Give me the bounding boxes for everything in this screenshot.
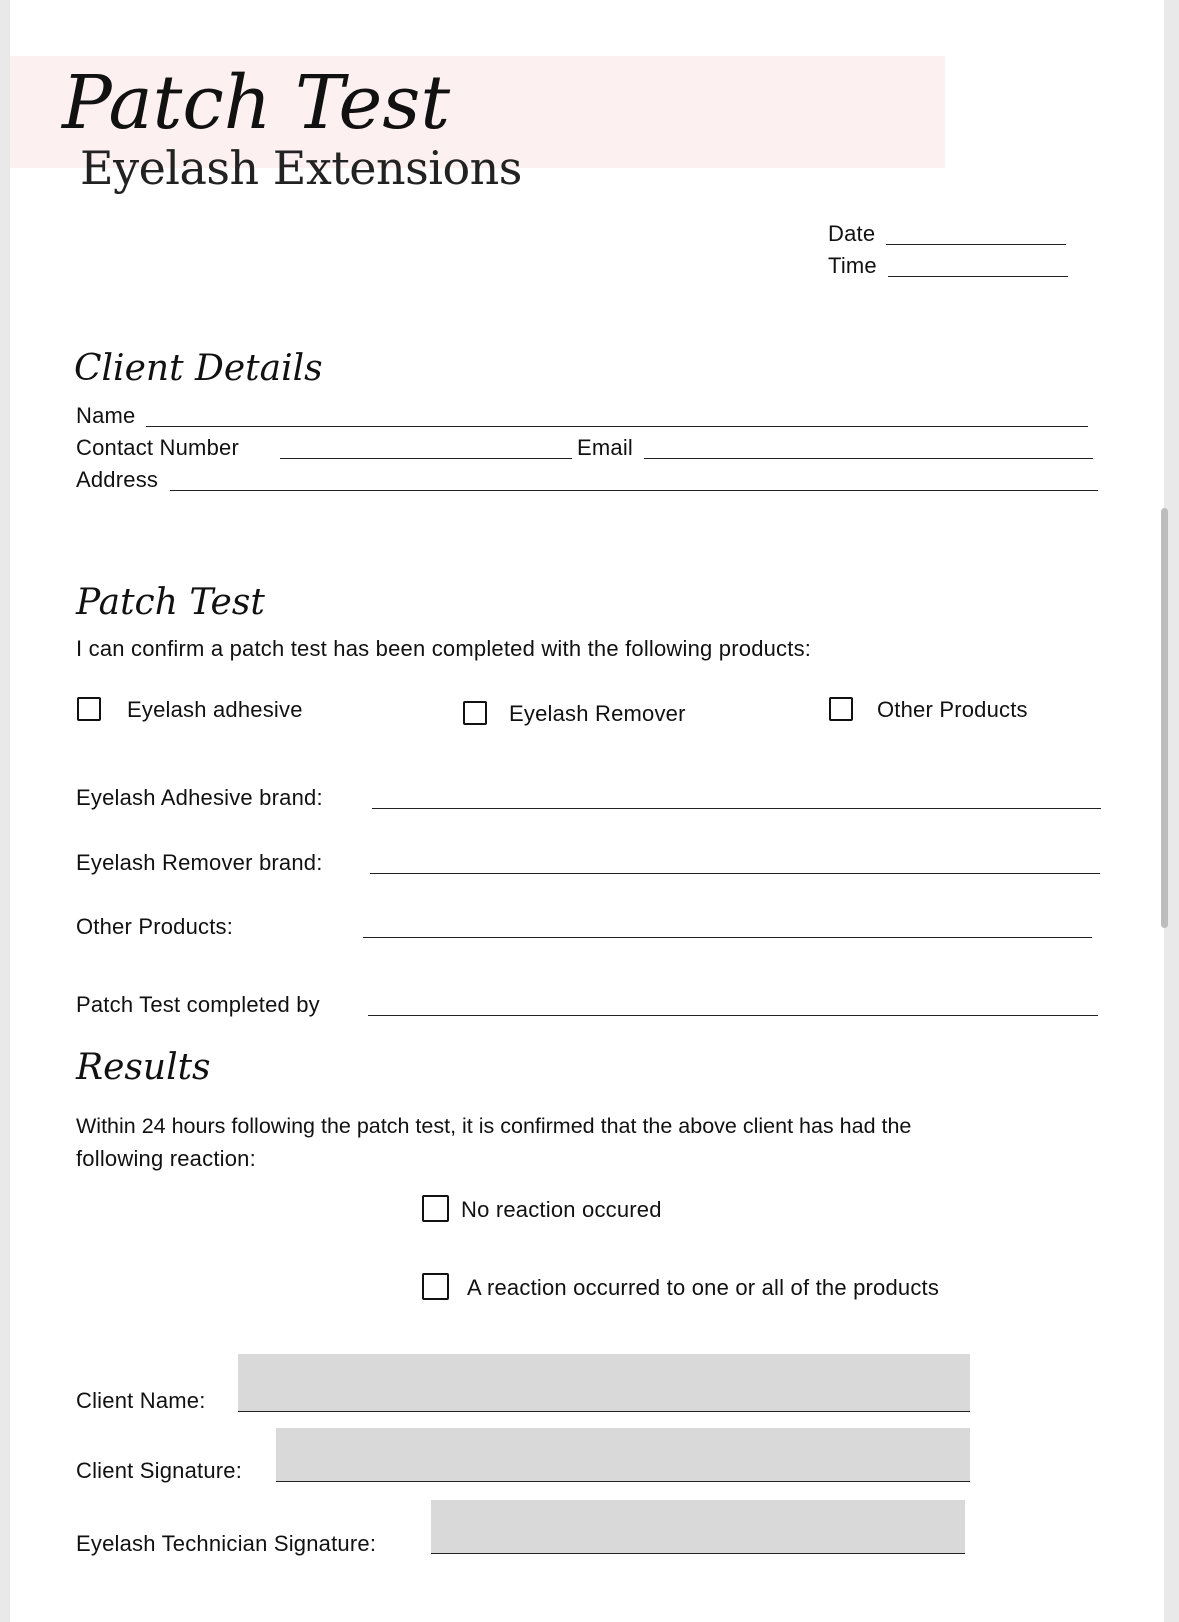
other-products-option-label: Other Products — [877, 697, 1028, 722]
client-signature-field — [276, 1481, 970, 1482]
time-label: Time — [828, 253, 877, 278]
technician-signature-label: Eyelash Technician Signature: — [76, 1531, 377, 1556]
client-name-field — [238, 1411, 970, 1412]
date-field[interactable] — [886, 244, 1066, 245]
results-heading: Results — [76, 1047, 211, 1088]
other-products-checkbox[interactable] — [829, 697, 853, 721]
page-title: Patch Test — [62, 60, 451, 146]
page-subtitle: Eyelash Extensions — [80, 141, 522, 195]
no-reaction-label: No reaction occured — [461, 1197, 662, 1222]
document-page — [10, 0, 1164, 1622]
date-label: Date — [828, 221, 876, 246]
reaction-label: A reaction occurred to one or all of the products — [467, 1275, 940, 1300]
time-field[interactable] — [888, 276, 1068, 277]
eyelash-adhesive-checkbox[interactable] — [77, 697, 101, 721]
technician-signature-field — [431, 1553, 965, 1554]
results-statement-line1: Within 24 hours following the patch test, it is confirmed that the above client has had the — [76, 1114, 912, 1138]
address-label: Address — [76, 467, 159, 492]
completed-by-field[interactable] — [368, 1015, 1098, 1016]
contact-number-label: Contact Number — [76, 435, 239, 460]
adhesive-brand-label: Eyelash Adhesive brand: — [76, 785, 323, 810]
completed-by-label: Patch Test completed by — [76, 992, 320, 1017]
results-statement-line2: following reaction: — [76, 1146, 256, 1171]
technician-signature-input-area[interactable] — [431, 1500, 965, 1554]
adhesive-brand-field[interactable] — [372, 808, 1101, 809]
client-name-input-area[interactable] — [238, 1354, 970, 1412]
client-signature-label: Client Signature: — [76, 1458, 243, 1483]
email-label: Email — [577, 435, 634, 460]
client-signature-input-area[interactable] — [276, 1428, 970, 1482]
client-name-label: Client Name: — [76, 1388, 206, 1413]
name-label: Name — [76, 403, 136, 428]
scrollbar-thumb[interactable] — [1161, 508, 1168, 928]
no-reaction-checkbox[interactable] — [422, 1195, 449, 1222]
name-field[interactable] — [146, 426, 1088, 427]
address-field[interactable] — [170, 490, 1098, 491]
email-field[interactable] — [644, 458, 1093, 459]
other-products-field[interactable] — [363, 937, 1092, 938]
patch-test-intro: I can confirm a patch test has been completed with the following products: — [76, 636, 812, 661]
remover-brand-field[interactable] — [370, 873, 1100, 874]
reaction-checkbox[interactable] — [422, 1273, 449, 1300]
eyelash-remover-option-label: Eyelash Remover — [509, 701, 686, 726]
patch-test-heading: Patch Test — [76, 582, 265, 623]
contact-number-field[interactable] — [280, 458, 572, 459]
client-details-heading: Client Details — [74, 348, 323, 389]
eyelash-remover-checkbox[interactable] — [463, 701, 487, 725]
eyelash-adhesive-option-label: Eyelash adhesive — [127, 697, 303, 722]
remover-brand-label: Eyelash Remover brand: — [76, 850, 323, 875]
other-products-field-label: Other Products: — [76, 914, 234, 939]
